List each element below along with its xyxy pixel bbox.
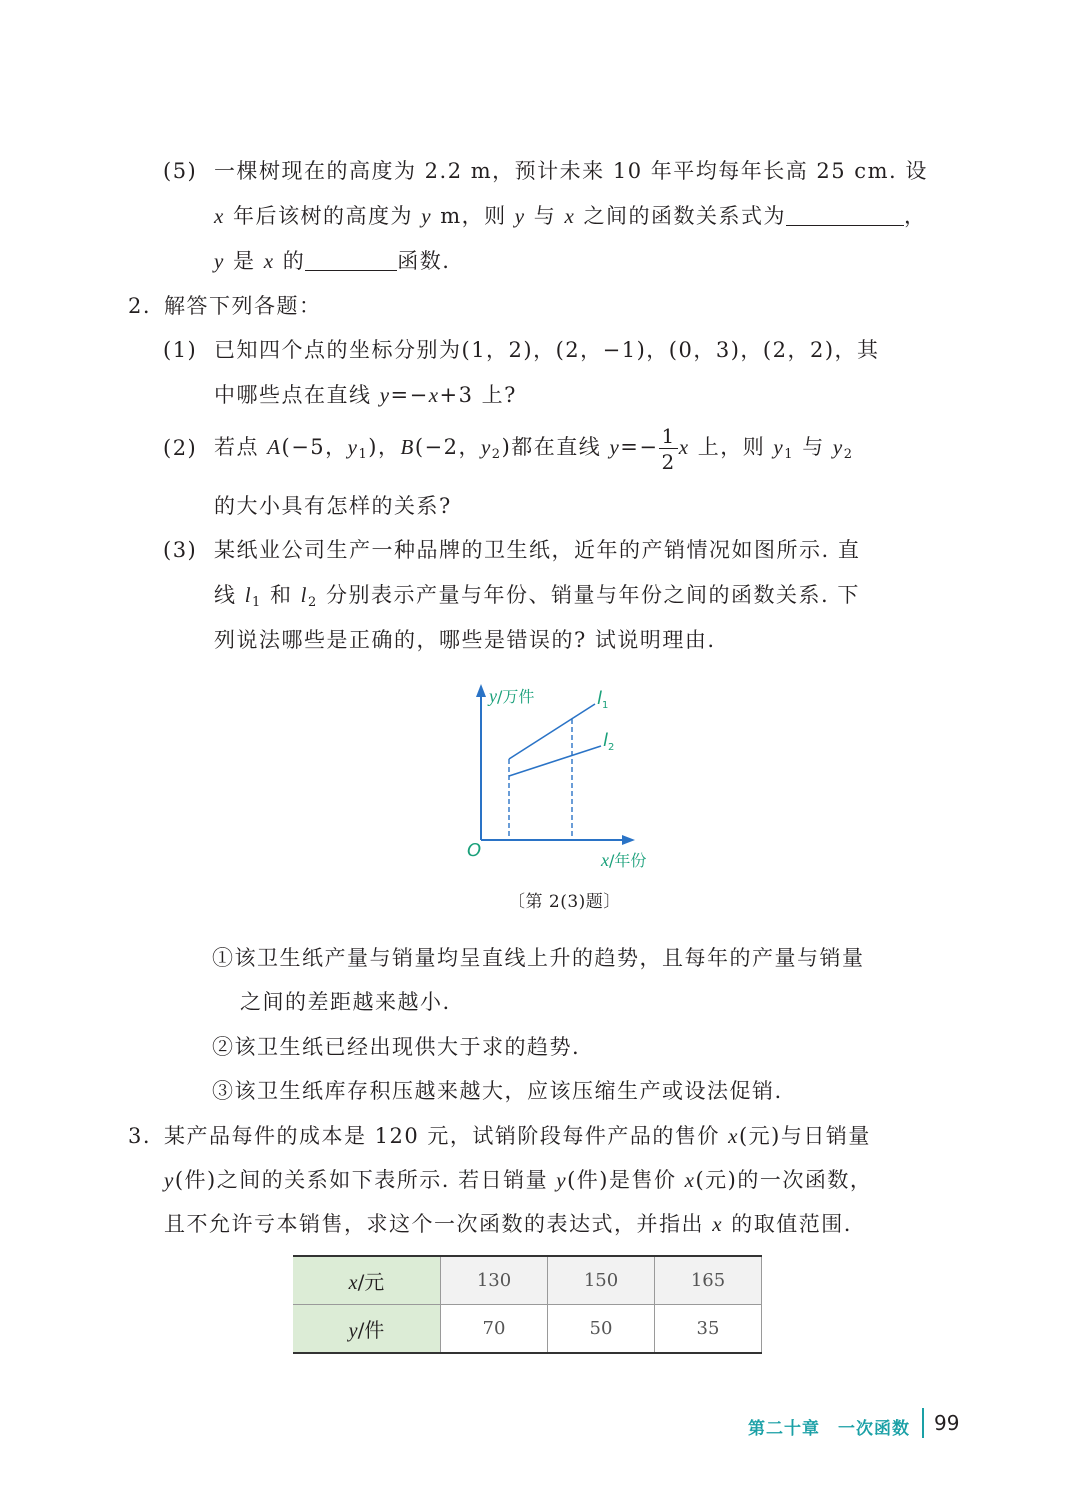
table-header-sales: y/件 bbox=[293, 1305, 441, 1354]
q2-3-number: (3) bbox=[163, 538, 198, 562]
q2-1-line-1: 已知四个点的坐标分别为(1，2)，(2，−1)，(0，3)，(2，2)，其 bbox=[214, 338, 880, 362]
statement-2: ②该卫生纸已经出现供大于求的趋势. bbox=[212, 1035, 581, 1059]
line-l1 bbox=[509, 704, 595, 759]
table-header-price: x/元 bbox=[293, 1256, 441, 1305]
q1-5-line-1: 一棵树现在的高度为 2.2 m，预计未来 10 年平均每年长高 25 cm. 设 bbox=[214, 159, 928, 183]
table-row-price bbox=[293, 1256, 762, 1305]
line-l2-label: $l_2$ bbox=[603, 730, 615, 753]
q2-2-number: (2) bbox=[163, 436, 198, 460]
table-row-sales bbox=[293, 1305, 762, 1354]
answer-blank-expression[interactable] bbox=[786, 203, 904, 226]
footer-chapter-title: 第二十章 一次函数 bbox=[748, 1419, 910, 1439]
y-axis bbox=[476, 684, 486, 840]
x-axis-label: x/年份 bbox=[601, 850, 647, 870]
table-cell: 70 bbox=[441, 1305, 548, 1354]
y-axis-label: y/万件 bbox=[489, 686, 535, 706]
table-cell: 35 bbox=[655, 1305, 762, 1354]
q2-3-line-1: 某纸业公司生产一种品牌的卫生纸，近年的产销情况如图所示. 直 bbox=[214, 538, 861, 562]
fraction-one-half: $\frac{1}{2}$ bbox=[661, 423, 676, 474]
table-cell: 50 bbox=[548, 1305, 655, 1354]
line-l1-label: $l_1$ bbox=[597, 688, 609, 711]
q2-2-line-2: 的大小具有怎样的关系? bbox=[214, 494, 452, 518]
q3-number: 3. bbox=[128, 1124, 152, 1148]
figure-caption: 〔第 2(3)题〕 bbox=[508, 892, 621, 912]
production-sales-graph bbox=[455, 680, 685, 880]
q1-5-line-2: x 年后该树的高度为 y m，则 y 与 x 之间的函数关系式为 ， bbox=[214, 204, 927, 228]
q2-1-number: (1) bbox=[163, 338, 198, 362]
q2-title: 解答下列各题： bbox=[164, 294, 322, 318]
q3-line-1: 某产品每件的成本是 120 元，试销阶段每件产品的售价 x(元)与日销量 bbox=[164, 1124, 871, 1148]
footer-divider bbox=[922, 1408, 924, 1438]
q2-3-line-2: 线 $l_1$ 和 $l_2$ 分别表示产量与年份、销量与年份之间的函数关系. 下 bbox=[214, 583, 860, 610]
statement-3: ③该卫生纸库存积压越来越大，应该压缩生产或设法促销. bbox=[212, 1079, 783, 1103]
answer-blank-function-type[interactable] bbox=[305, 248, 397, 271]
table-cell: 130 bbox=[441, 1256, 548, 1305]
table-cell: 165 bbox=[655, 1256, 762, 1305]
q1-5-number: (5) bbox=[163, 159, 198, 183]
table-cell: 150 bbox=[548, 1256, 655, 1305]
q2-number: 2. bbox=[128, 294, 152, 318]
q3-line-3: 且不允许亏本销售，求这个一次函数的表达式，并指出 x 的取值范围. bbox=[164, 1212, 852, 1236]
statement-1-line-2: 之间的差距越来越小. bbox=[240, 990, 451, 1014]
price-sales-table bbox=[293, 1255, 762, 1354]
q1-5-line-3: y 是 x 的 函数. bbox=[214, 249, 451, 273]
q2-1-line-2: 中哪些点在直线 y=−x+3 上? bbox=[214, 383, 517, 407]
q2-3-line-3: 列说法哪些是正确的，哪些是错误的? 试说明理由. bbox=[214, 628, 716, 652]
statement-1-line-1: ①该卫生纸产量与销量均呈直线上升的趋势，且每年的产量与销量 bbox=[212, 946, 865, 970]
page-number: 99 bbox=[934, 1411, 960, 1435]
q3-line-2: y(件)之间的关系如下表所示. 若日销量 y(件)是售价 x(元)的一次函数， bbox=[164, 1168, 873, 1192]
q2-2-line-1: 若点 A(−5，$y_1$)，B(−2，$y_2$)都在直线 y=− $\frac{1}{2}$ x 上，则 $y_1$ 与 $y_2$ bbox=[214, 423, 854, 474]
origin-label: O bbox=[467, 840, 482, 861]
x-axis bbox=[481, 835, 635, 845]
